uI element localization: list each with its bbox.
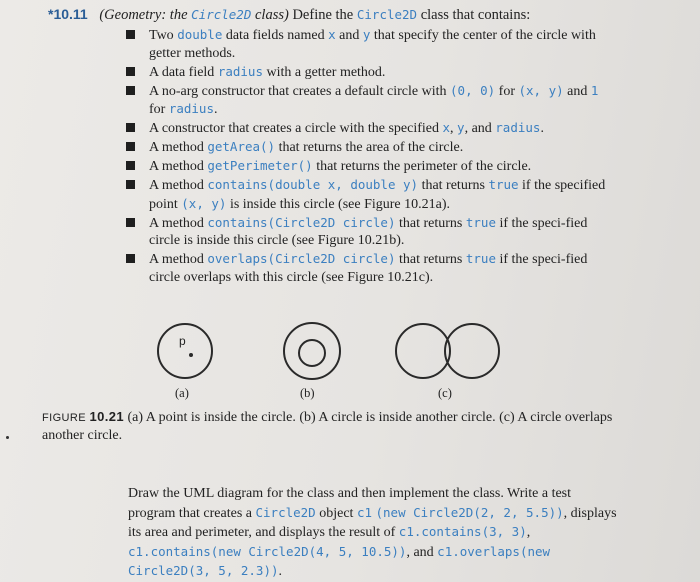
requirement-item: A no-arg constructor that creates a default circle with (0, 0) for (x, y) and 1 for radius. [126, 82, 612, 119]
circle-c-right [445, 324, 499, 378]
exercise-topic: (Geometry: the Circle2D class) [99, 7, 289, 23]
bullet-square-icon [126, 161, 135, 170]
margin-dot [6, 436, 9, 439]
bullet-square-icon [126, 67, 135, 76]
figure-10-21 [140, 306, 520, 402]
figure-label-a: (a) [175, 386, 189, 400]
circle-a [158, 324, 212, 378]
inner-circle-b [299, 340, 325, 366]
exercise-number: *10.11 [48, 6, 88, 22]
task-paragraph: Draw the UML diagram for the class and then implement the class. Write a test program that creates a Circle2D object c1 (new Circle2D(2, 2, 5.5)), displays its area and perimeter, and displays the result of c1.contains(3, 3), c1.contains(new Circle2D(4, 5, 10.5)), and c1.overlaps(new Circle2D(3, 5, 2.3)). [128, 486, 617, 579]
bullet-square-icon [126, 30, 135, 39]
point-label: p [179, 334, 186, 348]
figure-caption [42, 408, 622, 445]
requirement-item: A method getPerimeter() that returns the perimeter of the circle. [126, 157, 612, 176]
bullet-square-icon [126, 123, 135, 132]
outer-circle-b [284, 323, 340, 379]
requirement-item: A data field radius with a getter method. [126, 63, 612, 82]
exercise-header [48, 6, 530, 24]
requirement-item: A method contains(double x, double y) that returns true if the specified point (x, y) is inside this circle (see Figure 10.21a). [126, 176, 612, 213]
figure-label-b: (b) [300, 386, 315, 400]
bullet-square-icon [126, 218, 135, 227]
requirement-item: A constructor that creates a circle with the specified x, y, and radius. [126, 119, 612, 138]
bullet-square-icon [126, 254, 135, 263]
circles-diagram [140, 306, 520, 402]
requirement-item: A method overlaps(Circle2D circle) that returns true if the speci-fied circle overlaps with this circle (see Figure 10.21c). [126, 250, 612, 286]
requirement-item: Two double data fields named x and y that specify the center of the circle with getter methods. [126, 26, 612, 62]
circle-c-left [396, 324, 450, 378]
requirement-item: A method contains(Circle2D circle) that returns true if the speci-fied circle is inside this circle (see Figure 10.21b). [126, 214, 612, 250]
exercise-intro: Define the Circle2D class that contains: [288, 7, 531, 23]
caption-text: (a) A point is inside the circle. (b) A circle is inside another circle. (c) A circle overlaps another circle. [42, 410, 613, 443]
point-p [189, 353, 193, 357]
bullet-square-icon [126, 86, 135, 95]
bullet-square-icon [126, 142, 135, 151]
figure-tag: FIGURE 10.21 [42, 409, 124, 424]
requirement-item: A method getArea() that returns the area of the circle. [126, 138, 612, 157]
requirements-list [126, 26, 612, 287]
figure-label-c: (c) [438, 386, 452, 400]
bullet-square-icon [126, 180, 135, 189]
